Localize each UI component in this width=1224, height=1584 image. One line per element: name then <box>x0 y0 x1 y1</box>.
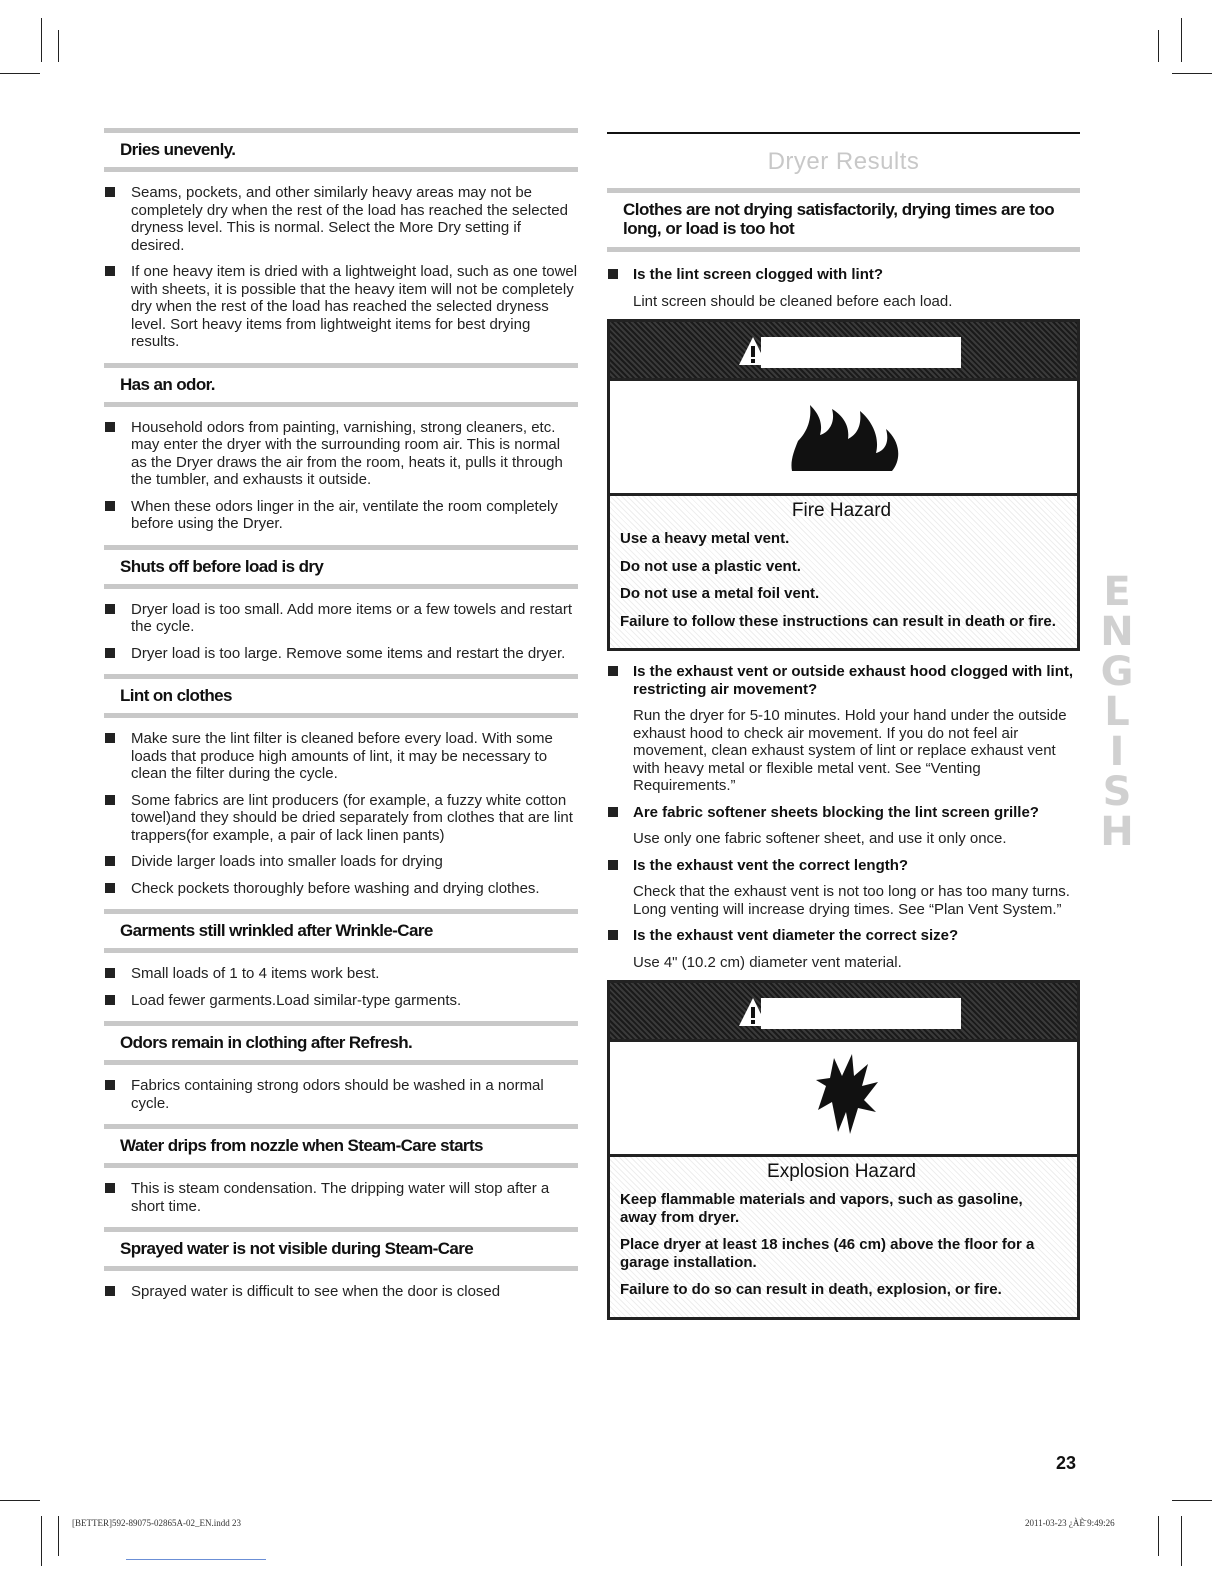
fire-icon <box>610 381 1083 493</box>
question: Are fabric softener sheets blocking the lint screen grille? <box>607 804 1080 822</box>
section-dries-unevenly <box>104 128 578 351</box>
bullet-item: Make sure the lint filter is cleaned before every load. With some loads that produce high amounts of lint, it may be necessary to clean the filter during the cycle. <box>104 730 578 783</box>
section-wrinkled <box>104 909 578 1009</box>
fire-warning-box <box>607 319 1080 651</box>
answer: Check that the exhaust vent is not too long or has too many turns. Long venting will increase drying times. See “Plan Vent System.” <box>633 883 1070 918</box>
bullet-item: Some fabrics are lint producers (for example, a fuzzy white cotton towel)and they should be dried separately from clothes that are lint trappers(for example, a pair of lack linen pants) <box>104 792 578 845</box>
section-sprayed-water <box>104 1227 578 1301</box>
section-odors-refresh <box>104 1021 578 1112</box>
section-title: Dries unevenly. <box>104 128 578 172</box>
question: Is the exhaust vent diameter the correct size? <box>607 927 1080 945</box>
footer-file-name: [BETTER]592-89075-02865A-02_EN.indd 23 <box>72 1518 241 1528</box>
section-title: Garments still wrinkled after Wrinkle-Care <box>104 909 578 953</box>
section-shuts-off <box>104 545 578 663</box>
explosion-icon <box>610 1042 1083 1154</box>
warning-label-box <box>761 998 961 1029</box>
bullet-item: Dryer load is too large. Remove some items and restart the dryer. <box>104 645 578 663</box>
question: Is the lint screen clogged with lint? <box>607 266 1080 284</box>
warning-line: Failure to do so can result in death, explosion, or fire. <box>620 1281 1002 1298</box>
warning-line: Keep flammable materials and vapors, such as gasoline, away from dryer. <box>620 1191 1023 1226</box>
bullet-item: If one heavy item is dried with a lightweight load, such as one towel with sheets, it is possible that the heavy item will not be completely dry when the rest of the load has reached the selected dryness level. Sort heavy items from lightweight items for best drying results. <box>104 263 578 351</box>
bullet-item: Dryer load is too small. Add more items or a few towels and restart the cycle. <box>104 601 578 636</box>
bullet-item: Sprayed water is difficult to see when the door is closed <box>104 1283 578 1301</box>
bullet-item: Check pockets thoroughly before washing and drying clothes. <box>104 880 578 898</box>
right-column <box>607 132 1080 1332</box>
section-title: Lint on clothes <box>104 674 578 718</box>
section-title: Sprayed water is not visible during Steam-Care <box>104 1227 578 1271</box>
bullet-item: Seams, pockets, and other similarly heavy areas may not be completely dry when the rest of the load has reached the selected dryness level. This is normal. Select the More Dry setting if desired. <box>104 184 578 254</box>
bullet-item: Load fewer garments.Load similar-type garments. <box>104 992 578 1010</box>
warning-banner <box>610 983 1077 1039</box>
bullet-item: Divide larger loads into smaller loads for drying <box>104 853 578 871</box>
section-title: Water drips from nozzle when Steam-Care starts <box>104 1124 578 1168</box>
page-number: 23 <box>1056 1453 1077 1473</box>
answer: Lint screen should be cleaned before each load. <box>633 292 953 310</box>
warning-line: Failure to follow these instructions can result in death or fire. <box>620 612 1056 630</box>
bullet-item: This is steam condensation. The dripping water will stop after a short time. <box>104 1180 578 1215</box>
warning-line: Do not use a plastic vent. <box>620 557 801 575</box>
bullet-item: Small loads of 1 to 4 items work best. <box>104 965 578 983</box>
section-title: Shuts off before load is dry <box>104 545 578 589</box>
warning-title: Fire Hazard <box>791 500 892 521</box>
section-water-drips <box>104 1124 578 1215</box>
footer-underline <box>126 1559 266 1560</box>
problem-heading: Clothes are not drying satisfactorily, drying times are too long, or load is too hot <box>607 188 1080 252</box>
bullet-item: When these odors linger in the air, ventilate the room completely before using the Dryer. <box>104 498 578 533</box>
language-tab: ENGLISH <box>1100 569 1134 855</box>
warning-line: Do not use a metal foil vent. <box>620 585 820 602</box>
warning-line: Use a heavy metal vent. <box>620 530 790 547</box>
warning-title: Explosion Hazard <box>767 1161 916 1182</box>
answer: Use 4" (10.2 cm) diameter vent material. <box>633 953 902 971</box>
footer-timestamp: 2011-03-23 ¿ÀÈ̄ 9:49:26 <box>1025 1518 1115 1528</box>
page-title: Dryer Results <box>767 148 920 175</box>
section-title: Odors remain in clothing after Refresh. <box>104 1021 578 1065</box>
bullet-item: Household odors from painting, varnishing, strong cleaners, etc. may enter the dryer with the surrounding room air. This is normal as the Dryer draws the air from the room, heats it, pulls it through the tumbler, and exhausts it outside. <box>104 419 578 489</box>
explosion-warning-box <box>607 980 1080 1320</box>
answer: Run the dryer for 5-10 minutes. Hold your hand under the outside exhaust hood to check air movement. If you do not feel air movement, clean exhaust system of lint or replace exhaust vent with heavy metal or flexible metal vent. See “Venting Requirements.” <box>633 707 1067 794</box>
warning-label-box <box>761 337 961 368</box>
answer: Use only one fabric softener sheet, and use it only once. <box>633 830 1007 847</box>
question: Is the exhaust vent or outside exhaust hood clogged with lint, restricting air movement? <box>607 663 1080 698</box>
left-column <box>104 128 578 1313</box>
section-title: Has an odor. <box>104 363 578 407</box>
question: Is the exhaust vent the correct length? <box>607 857 1080 875</box>
section-has-odor <box>104 363 578 533</box>
warning-banner <box>610 322 1077 378</box>
warning-line: Place dryer at least 18 inches (46 cm) above the floor for a garage installation. <box>620 1236 1035 1271</box>
section-lint-on-clothes <box>104 674 578 897</box>
bullet-item: Fabrics containing strong odors should be washed in a normal cycle. <box>104 1077 578 1112</box>
